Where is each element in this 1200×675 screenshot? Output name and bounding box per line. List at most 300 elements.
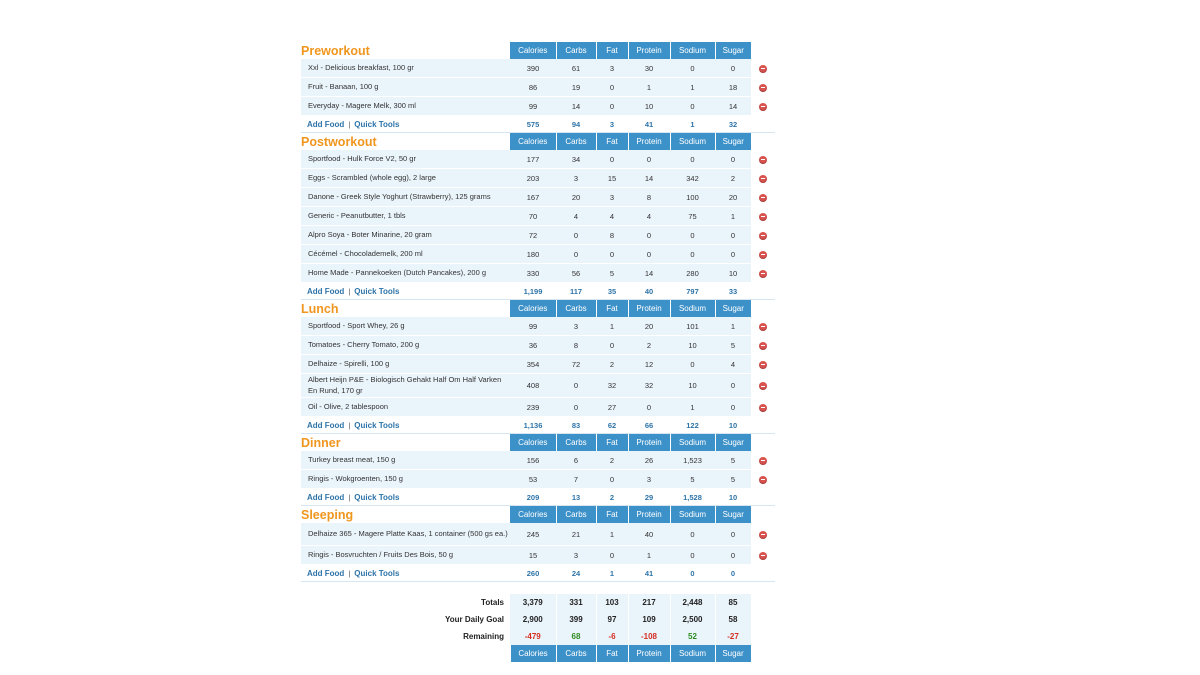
delete-icon[interactable] — [759, 404, 767, 412]
column-header-sugar: Sugar — [715, 133, 751, 151]
food-sugar-value: 1 — [715, 207, 751, 226]
food-name[interactable]: Sportfood - Hulk Force V2, 50 gr — [301, 150, 510, 169]
food-fat-value: 2 — [596, 451, 628, 470]
food-name[interactable]: Eggs - Scrambled (whole egg), 2 large — [301, 169, 510, 188]
meal-total-calories: 1,136 — [510, 417, 556, 434]
food-carbs-value: 72 — [556, 355, 596, 374]
delete-food-cell — [751, 336, 775, 355]
summary-totals-sodium: 2,448 — [670, 594, 715, 611]
food-fat-value: 0 — [596, 150, 628, 169]
food-sodium-value: 0 — [670, 97, 715, 116]
summary-totals-sugar: 85 — [715, 594, 751, 611]
food-fat-value: 0 — [596, 78, 628, 97]
food-sugar-value: 4 — [715, 355, 751, 374]
meal-title: Preworkout — [301, 44, 370, 58]
summary-remaining-calories: -479 — [510, 628, 556, 645]
food-name[interactable]: Delhaize - Spirelli, 100 g — [301, 355, 510, 374]
delete-food-cell — [751, 546, 775, 565]
food-name[interactable]: Generic - Peanutbutter, 1 tbls — [301, 207, 510, 226]
meal-total-protein: 41 — [628, 116, 670, 133]
summary-row-goal — [301, 611, 775, 628]
food-name[interactable]: Oil - Olive, 2 tablespoon — [301, 398, 510, 417]
summary-label-goal: Your Daily Goal — [445, 615, 504, 624]
food-calories-value: 390 — [510, 59, 556, 78]
food-protein-value: 0 — [628, 398, 670, 417]
meal-total-calories: 209 — [510, 489, 556, 506]
totals-spacer — [751, 417, 775, 434]
food-protein-value: 10 — [628, 97, 670, 116]
food-sugar-value: 0 — [715, 374, 751, 398]
column-header-carbs: Carbs — [556, 42, 596, 59]
delete-icon[interactable] — [759, 476, 767, 484]
food-calories-value: 99 — [510, 97, 556, 116]
food-sodium-value: 0 — [670, 523, 715, 546]
food-name[interactable]: Fruit - Banaan, 100 g — [301, 78, 510, 97]
food-carbs-value: 3 — [556, 169, 596, 188]
column-header-fat: Fat — [596, 300, 628, 318]
delete-food-cell — [751, 78, 775, 97]
column-header-protein: Protein — [628, 434, 670, 452]
food-row[interactable] — [301, 150, 775, 169]
meal-header-row — [301, 42, 775, 59]
column-header-protein: Protein — [628, 42, 670, 59]
footer-header-carbs: Carbs — [556, 645, 596, 662]
summary-totals-protein: 217 — [628, 594, 670, 611]
food-fat-value: 3 — [596, 188, 628, 207]
quick-tools-link[interactable]: Quick Tools — [354, 568, 400, 578]
food-sodium-value: 0 — [670, 150, 715, 169]
meal-total-fat: 2 — [596, 489, 628, 506]
meal-total-sodium: 0 — [670, 565, 715, 582]
footer-header-sugar: Sugar — [715, 645, 751, 662]
food-sodium-value: 1 — [670, 78, 715, 97]
food-sodium-value: 101 — [670, 317, 715, 336]
delete-icon[interactable] — [759, 175, 767, 183]
meal-total-sodium: 797 — [670, 283, 715, 300]
link-separator: | — [348, 492, 351, 502]
food-carbs-value: 0 — [556, 226, 596, 245]
food-calories-value: 330 — [510, 264, 556, 283]
food-row[interactable] — [301, 317, 775, 336]
food-carbs-value: 3 — [556, 317, 596, 336]
food-carbs-value: 6 — [556, 451, 596, 470]
food-sugar-value: 0 — [715, 546, 751, 565]
delete-food-cell — [751, 451, 775, 470]
delete-icon[interactable] — [759, 65, 767, 73]
delete-icon[interactable] — [759, 552, 767, 560]
food-row[interactable] — [301, 59, 775, 78]
column-header-sugar: Sugar — [715, 506, 751, 524]
meal-links — [301, 116, 510, 133]
meal-total-calories: 1,199 — [510, 283, 556, 300]
food-name[interactable]: Ringis - Wokgroenten, 150 g — [301, 470, 510, 489]
food-fat-value: 4 — [596, 207, 628, 226]
food-name[interactable]: Albert Heijn P&E - Biologisch Gehakt Half Om Half Varken En Rund, 170 gr — [301, 374, 510, 398]
food-carbs-value: 34 — [556, 150, 596, 169]
food-fat-value: 5 — [596, 264, 628, 283]
link-separator: | — [348, 119, 351, 129]
food-carbs-value: 7 — [556, 470, 596, 489]
food-sugar-value: 10 — [715, 264, 751, 283]
meal-total-sodium: 122 — [670, 417, 715, 434]
food-calories-value: 53 — [510, 470, 556, 489]
meal-links — [301, 565, 510, 582]
food-sugar-value: 5 — [715, 336, 751, 355]
food-fat-value: 0 — [596, 546, 628, 565]
meal-title: Sleeping — [301, 508, 354, 522]
column-header-fat: Fat — [596, 133, 628, 151]
summary-totals-carbs: 331 — [556, 594, 596, 611]
meal-total-protein: 29 — [628, 489, 670, 506]
column-header-sodium: Sodium — [670, 42, 715, 59]
food-sodium-value: 1 — [670, 398, 715, 417]
food-carbs-value: 61 — [556, 59, 596, 78]
food-sodium-value: 10 — [670, 336, 715, 355]
food-protein-value: 26 — [628, 451, 670, 470]
food-sugar-value: 14 — [715, 97, 751, 116]
food-row[interactable] — [301, 470, 775, 489]
food-carbs-value: 0 — [556, 398, 596, 417]
add-food-link[interactable]: Add Food — [307, 286, 345, 296]
column-header-calories: Calories — [510, 300, 556, 318]
delete-icon[interactable] — [759, 323, 767, 331]
footer-header-protein: Protein — [628, 645, 670, 662]
food-row[interactable] — [301, 169, 775, 188]
totals-spacer — [751, 489, 775, 506]
food-sugar-value: 20 — [715, 188, 751, 207]
link-separator: | — [348, 286, 351, 296]
food-row[interactable] — [301, 188, 775, 207]
delete-icon[interactable] — [759, 270, 767, 278]
diary-table — [301, 42, 776, 662]
meal-header-row — [301, 300, 775, 318]
food-protein-value: 20 — [628, 317, 670, 336]
food-sodium-value: 10 — [670, 374, 715, 398]
food-fat-value: 27 — [596, 398, 628, 417]
food-sodium-value: 75 — [670, 207, 715, 226]
delete-icon[interactable] — [759, 213, 767, 221]
meal-title: Postworkout — [301, 135, 377, 149]
food-name[interactable]: Xxl - Delicious breakfast, 100 gr — [301, 59, 510, 78]
meal-total-carbs: 94 — [556, 116, 596, 133]
delete-food-cell — [751, 355, 775, 374]
delete-icon[interactable] — [759, 342, 767, 350]
meal-total-fat: 1 — [596, 565, 628, 582]
delete-food-cell — [751, 523, 775, 546]
summary-remaining-sodium: 52 — [670, 628, 715, 645]
delete-icon[interactable] — [759, 103, 767, 111]
column-header-sugar: Sugar — [715, 300, 751, 318]
quick-tools-link[interactable]: Quick Tools — [354, 119, 400, 129]
footer-header-fat: Fat — [596, 645, 628, 662]
meal-title: Lunch — [301, 302, 339, 316]
food-row[interactable] — [301, 398, 775, 417]
meal-total-sugar: 32 — [715, 116, 751, 133]
meal-header-row — [301, 506, 775, 524]
food-row[interactable] — [301, 207, 775, 226]
quick-tools-link[interactable]: Quick Tools — [354, 420, 400, 430]
totals-spacer — [751, 116, 775, 133]
add-food-link[interactable]: Add Food — [307, 568, 345, 578]
column-header-sodium: Sodium — [670, 300, 715, 318]
food-protein-value: 40 — [628, 523, 670, 546]
link-separator: | — [348, 420, 351, 430]
delete-icon[interactable] — [759, 361, 767, 369]
meal-totals-row — [301, 116, 775, 133]
food-calories-value: 99 — [510, 317, 556, 336]
footer-blank-end — [751, 645, 775, 662]
column-header-carbs: Carbs — [556, 506, 596, 524]
food-sugar-value: 0 — [715, 398, 751, 417]
summary-goal-fat: 97 — [596, 611, 628, 628]
summary-spacer-cell — [751, 611, 775, 628]
add-food-link[interactable]: Add Food — [307, 492, 345, 502]
summary-spacer-cell — [751, 628, 775, 645]
food-row[interactable] — [301, 355, 775, 374]
delete-icon[interactable] — [759, 194, 767, 202]
meal-links — [301, 417, 510, 434]
food-name[interactable]: Danone - Greek Style Yoghurt (Strawberry), 125 grams — [301, 188, 510, 207]
food-sugar-value: 0 — [715, 245, 751, 264]
delete-food-cell — [751, 264, 775, 283]
food-protein-value: 14 — [628, 264, 670, 283]
food-sugar-value: 0 — [715, 150, 751, 169]
food-calories-value: 245 — [510, 523, 556, 546]
food-fat-value: 8 — [596, 226, 628, 245]
food-protein-value: 2 — [628, 336, 670, 355]
delete-icon[interactable] — [759, 251, 767, 259]
summary-goal-sodium: 2,500 — [670, 611, 715, 628]
meal-total-carbs: 13 — [556, 489, 596, 506]
food-row[interactable] — [301, 97, 775, 116]
delete-food-cell — [751, 59, 775, 78]
food-carbs-value: 56 — [556, 264, 596, 283]
summary-goal-sugar: 58 — [715, 611, 751, 628]
column-header-sodium: Sodium — [670, 133, 715, 151]
delete-food-cell — [751, 245, 775, 264]
food-protein-value: 0 — [628, 226, 670, 245]
column-header-carbs: Carbs — [556, 133, 596, 151]
food-protein-value: 4 — [628, 207, 670, 226]
totals-spacer — [751, 565, 775, 582]
food-calories-value: 86 — [510, 78, 556, 97]
meal-total-carbs: 117 — [556, 283, 596, 300]
food-carbs-value: 20 — [556, 188, 596, 207]
food-row[interactable] — [301, 451, 775, 470]
food-fat-value: 0 — [596, 97, 628, 116]
delete-icon[interactable] — [759, 156, 767, 164]
meal-total-calories: 575 — [510, 116, 556, 133]
food-name[interactable]: Turkey breast meat, 150 g — [301, 451, 510, 470]
column-header-fat: Fat — [596, 506, 628, 524]
column-header-protein: Protein — [628, 506, 670, 524]
meal-title: Dinner — [301, 436, 341, 450]
meal-total-sodium: 1 — [670, 116, 715, 133]
delete-icon[interactable] — [759, 84, 767, 92]
food-row[interactable] — [301, 226, 775, 245]
food-protein-value: 8 — [628, 188, 670, 207]
meal-total-sodium: 1,528 — [670, 489, 715, 506]
food-row[interactable] — [301, 374, 775, 398]
meal-total-protein: 40 — [628, 283, 670, 300]
summary-row-remaining — [301, 628, 775, 645]
food-fat-value: 0 — [596, 336, 628, 355]
delete-food-cell — [751, 226, 775, 245]
food-name[interactable]: Home Made - Pannekoeken (Dutch Pancakes), 200 g — [301, 264, 510, 283]
food-protein-value: 12 — [628, 355, 670, 374]
food-sodium-value: 0 — [670, 59, 715, 78]
summary-remaining-sugar: -27 — [715, 628, 751, 645]
delete-food-cell — [751, 188, 775, 207]
food-carbs-value: 19 — [556, 78, 596, 97]
food-name[interactable]: Ringis - Bosvruchten / Fruits Des Bois, 50 g — [301, 546, 510, 565]
summary-spacer-cell — [751, 594, 775, 611]
food-calories-value: 156 — [510, 451, 556, 470]
food-calories-value: 177 — [510, 150, 556, 169]
delete-food-cell — [751, 374, 775, 398]
column-header-sugar: Sugar — [715, 42, 751, 59]
quick-tools-link[interactable]: Quick Tools — [354, 492, 400, 502]
meal-total-protein: 66 — [628, 417, 670, 434]
food-sodium-value: 342 — [670, 169, 715, 188]
food-sodium-value: 5 — [670, 470, 715, 489]
column-header-sugar: Sugar — [715, 434, 751, 452]
column-header-fat: Fat — [596, 42, 628, 59]
food-sodium-value: 0 — [670, 226, 715, 245]
food-name[interactable]: Tomatoes - Cherry Tomato, 200 g — [301, 336, 510, 355]
food-sugar-value: 5 — [715, 451, 751, 470]
column-header-protein: Protein — [628, 300, 670, 318]
add-food-link[interactable]: Add Food — [307, 119, 345, 129]
food-sodium-value: 100 — [670, 188, 715, 207]
food-sodium-value: 0 — [670, 546, 715, 565]
food-row[interactable] — [301, 523, 775, 546]
food-fat-value: 2 — [596, 355, 628, 374]
summary-totals-calories: 3,379 — [510, 594, 556, 611]
meal-total-sugar: 0 — [715, 565, 751, 582]
column-header-carbs: Carbs — [556, 434, 596, 452]
food-calories-value: 354 — [510, 355, 556, 374]
delete-food-cell — [751, 150, 775, 169]
food-sugar-value: 2 — [715, 169, 751, 188]
summary-goal-carbs: 399 — [556, 611, 596, 628]
delete-icon[interactable] — [759, 531, 767, 539]
summary-row-totals — [301, 594, 775, 611]
food-calories-value: 72 — [510, 226, 556, 245]
food-fat-value: 32 — [596, 374, 628, 398]
meal-total-fat: 3 — [596, 116, 628, 133]
delete-icon[interactable] — [759, 382, 767, 390]
footer-header-sodium: Sodium — [670, 645, 715, 662]
header-spacer — [751, 434, 775, 452]
food-sugar-value: 5 — [715, 470, 751, 489]
link-separator: | — [348, 568, 351, 578]
food-name[interactable]: Cécémel - Chocolademelk, 200 ml — [301, 245, 510, 264]
column-header-protein: Protein — [628, 133, 670, 151]
food-row[interactable] — [301, 546, 775, 565]
food-name[interactable]: Delhaize 365 - Magere Platte Kaas, 1 container (500 gs ea.) — [301, 523, 510, 546]
food-carbs-value: 0 — [556, 245, 596, 264]
header-spacer — [751, 42, 775, 59]
meal-links — [301, 283, 510, 300]
food-sodium-value: 1,523 — [670, 451, 715, 470]
header-spacer — [751, 506, 775, 524]
food-fat-value: 0 — [596, 470, 628, 489]
footer-header-calories: Calories — [510, 645, 556, 662]
food-fat-value: 3 — [596, 59, 628, 78]
add-food-link[interactable]: Add Food — [307, 420, 345, 430]
delete-icon[interactable] — [759, 232, 767, 240]
food-sodium-value: 0 — [670, 245, 715, 264]
food-protein-value: 0 — [628, 150, 670, 169]
summary-goal-protein: 109 — [628, 611, 670, 628]
food-calories-value: 408 — [510, 374, 556, 398]
food-sugar-value: 0 — [715, 523, 751, 546]
food-protein-value: 1 — [628, 546, 670, 565]
food-fat-value: 1 — [596, 317, 628, 336]
column-header-calories: Calories — [510, 506, 556, 524]
food-calories-value: 36 — [510, 336, 556, 355]
food-row[interactable] — [301, 245, 775, 264]
food-row[interactable] — [301, 336, 775, 355]
meal-totals-row — [301, 417, 775, 434]
meal-total-carbs: 83 — [556, 417, 596, 434]
column-header-calories: Calories — [510, 133, 556, 151]
summary-label-remaining: Remaining — [463, 632, 504, 641]
delete-food-cell — [751, 207, 775, 226]
meal-total-protein: 41 — [628, 565, 670, 582]
food-diary — [301, 42, 775, 662]
food-row[interactable] — [301, 264, 775, 283]
food-sugar-value: 18 — [715, 78, 751, 97]
meal-links — [301, 489, 510, 506]
food-sodium-value: 280 — [670, 264, 715, 283]
summary-goal-calories: 2,900 — [510, 611, 556, 628]
delete-icon[interactable] — [759, 457, 767, 465]
food-name[interactable]: Sportfood - Sport Whey, 26 g — [301, 317, 510, 336]
food-carbs-value: 4 — [556, 207, 596, 226]
food-calories-value: 203 — [510, 169, 556, 188]
food-calories-value: 167 — [510, 188, 556, 207]
food-name[interactable]: Alpro Soya - Boter Minarine, 20 gram — [301, 226, 510, 245]
food-protein-value: 30 — [628, 59, 670, 78]
food-carbs-value: 14 — [556, 97, 596, 116]
meal-total-calories: 260 — [510, 565, 556, 582]
delete-food-cell — [751, 169, 775, 188]
food-protein-value: 14 — [628, 169, 670, 188]
meal-header-row — [301, 133, 775, 151]
meal-totals-row — [301, 565, 775, 582]
food-protein-value: 1 — [628, 78, 670, 97]
quick-tools-link[interactable]: Quick Tools — [354, 286, 400, 296]
totals-spacer — [751, 283, 775, 300]
food-carbs-value: 21 — [556, 523, 596, 546]
food-carbs-value: 0 — [556, 374, 596, 398]
column-header-calories: Calories — [510, 42, 556, 59]
food-fat-value: 1 — [596, 523, 628, 546]
food-name[interactable]: Everyday - Magere Melk, 300 ml — [301, 97, 510, 116]
delete-food-cell — [751, 470, 775, 489]
header-spacer — [751, 300, 775, 318]
meal-totals-row — [301, 283, 775, 300]
summary-remaining-fat: -6 — [596, 628, 628, 645]
header-spacer — [751, 133, 775, 151]
food-row[interactable] — [301, 78, 775, 97]
meal-totals-row — [301, 489, 775, 506]
meal-total-fat: 35 — [596, 283, 628, 300]
column-header-sodium: Sodium — [670, 506, 715, 524]
food-protein-value: 32 — [628, 374, 670, 398]
